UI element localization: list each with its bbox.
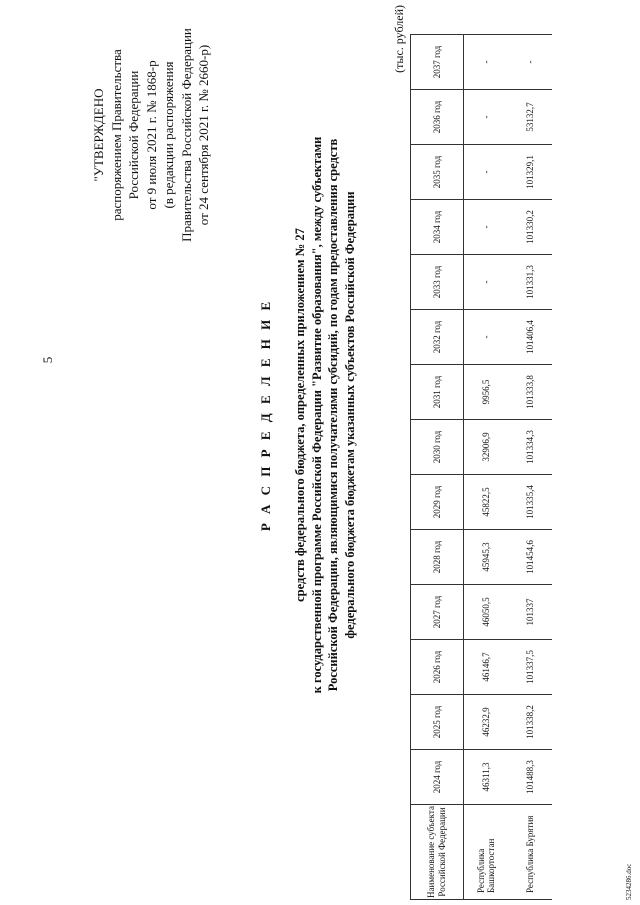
approval-line: от 24 сентября 2021 г. № 2660-р) <box>196 44 211 226</box>
value-cell: - <box>464 35 509 90</box>
column-header-year: 2031 год <box>411 365 464 420</box>
document-subtitle <box>292 15 358 815</box>
value-cell: 46311,3 <box>464 750 509 805</box>
subtitle-line: средств федерального бюджета, определенных приложением № 27 <box>293 228 307 602</box>
value-cell: - <box>464 145 509 200</box>
approval-line: распоряжением Правительства <box>108 49 124 221</box>
region-name-cell: Республика Бурятия <box>508 805 552 900</box>
value-cell: 32906,9 <box>464 420 509 475</box>
column-header-year: 2026 год <box>411 640 464 695</box>
value-cell: 101329,1 <box>508 145 552 200</box>
value-cell: - <box>508 35 552 90</box>
approval-line: Правительства Российской Федерации <box>178 28 194 242</box>
column-header-year: 2025 год <box>411 695 464 750</box>
subtitle-line: к государственной программе Российской Федерации "Развитие образования", между субъектами <box>309 136 324 694</box>
column-header-year: 2033 год <box>411 255 464 310</box>
value-cell: 101331,3 <box>508 255 552 310</box>
value-cell: - <box>464 200 509 255</box>
value-cell: 46146,7 <box>464 640 509 695</box>
value-cell: 101454,6 <box>508 530 552 585</box>
subtitle-line: федерального бюджета бюджетам указанных субъектов Российской Федерации <box>342 191 357 639</box>
value-cell: 46050,5 <box>464 585 509 640</box>
column-header-year: 2032 год <box>411 310 464 365</box>
column-header-year: 2035 год <box>411 145 464 200</box>
table-header-row <box>411 35 464 900</box>
units-label: (тыс. рублей) <box>392 5 406 73</box>
value-cell: 101338,2 <box>508 695 552 750</box>
value-cell: 45945,3 <box>464 530 509 585</box>
table-row <box>508 35 552 900</box>
value-cell: 101337,5 <box>508 640 552 695</box>
value-cell: 101488,3 <box>508 750 552 805</box>
value-cell: 45822,5 <box>464 475 509 530</box>
approval-stamp <box>90 5 213 265</box>
distribution-table <box>410 34 552 900</box>
value-cell: 46232,9 <box>464 695 509 750</box>
column-header-year: 2029 год <box>411 475 464 530</box>
value-cell: 9956,5 <box>464 365 509 420</box>
approval-line: (в редакции распоряжения <box>161 61 176 209</box>
column-header-year: 2037 год <box>411 35 464 90</box>
region-name-cell: Республика Башкортостан <box>464 805 509 900</box>
column-header-year: 2028 год <box>411 530 464 585</box>
column-header-year: 2027 год <box>411 585 464 640</box>
column-header-year: 2024 год <box>411 750 464 805</box>
value-cell: - <box>464 90 509 145</box>
column-header-year: 2030 год <box>411 420 464 475</box>
value-cell: 101406,4 <box>508 310 552 365</box>
value-cell: 101334,3 <box>508 420 552 475</box>
value-cell: 53132,7 <box>508 90 552 145</box>
table-row <box>464 35 509 900</box>
value-cell: 101333,8 <box>508 365 552 420</box>
value-cell: 101335,4 <box>508 475 552 530</box>
value-cell: - <box>464 310 509 365</box>
value-cell: 101330,2 <box>508 200 552 255</box>
approval-line: Российской Федерации <box>126 70 141 200</box>
file-reference: 5234286.doc <box>625 863 633 900</box>
value-cell: 101337 <box>508 585 552 640</box>
column-header-region: Наименование субъекта Российской Федерации <box>411 805 464 900</box>
column-header-year: 2036 год <box>411 90 464 145</box>
subtitle-line: Российской Федерации, являющимися получателями субсидий, по годам предоставления средств <box>326 138 340 692</box>
column-header-year: 2034 год <box>411 200 464 255</box>
document-title: Р А С П Р Е Д Е Л Е Н И Е <box>258 298 273 532</box>
page-number: 5 <box>40 356 55 364</box>
approval-line: от 9 июля 2021 г. № 1868-р <box>143 60 159 210</box>
approval-line: "УТВЕРЖДЕНО <box>91 88 106 182</box>
value-cell: - <box>464 255 509 310</box>
